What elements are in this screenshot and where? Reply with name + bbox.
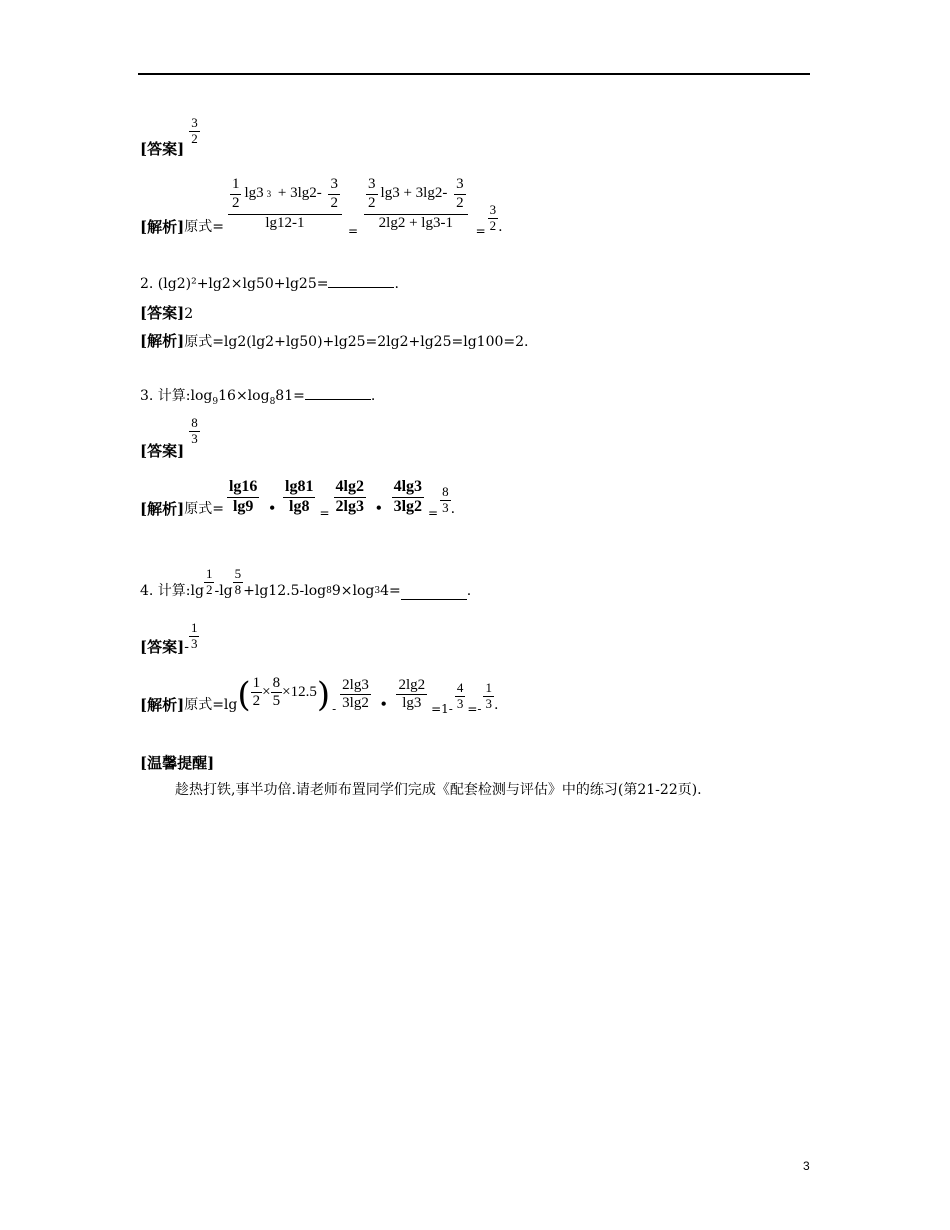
q4-q-fraction-2: 5 8 [234, 566, 242, 598]
answer-blank [401, 587, 467, 600]
q4-answer-fraction: 1 3 [190, 620, 198, 652]
q3-analysis-line: [解析] 原式= $\frac{\lg 16}{\lg 9}$ • $\frac{\lg 81}{\lg 8}$ = $\frac{4\lg 2}{2\lg 3}$ • $\frac{4\lg 3}{3\lg 2}$ = $\frac{8}{3}$ . [140, 478, 456, 520]
q2-analysis: [解析]原式=lg2(lg2+lg50)+lg25=2lg2+lg25=lg100=2. [140, 332, 529, 350]
p1-fraction-1: 1 2 lg3 3 + 3lg2- 3 2 lg12-1 [228, 176, 342, 232]
q4-fraction-4: $\frac{2\lg 2}{\lg 3}$ [398, 676, 426, 711]
p1-answer-line [140, 116, 200, 158]
header-rule [138, 73, 810, 75]
q4-fraction-3: 2lg3 3lg2 [342, 676, 369, 711]
q3-fraction-1: $\frac{\lg 16}{\lg 9}$ [228, 478, 258, 515]
q4-q-fraction-1: 1 2 [205, 566, 213, 598]
answer-blank [305, 387, 371, 400]
analysis-label: [解析] [140, 218, 185, 236]
p1-prefix: 原式= [184, 219, 224, 235]
q4-fraction-5: $\frac{4}{3}$ [456, 680, 464, 712]
q4-fraction-6: 1 3 [485, 680, 492, 712]
q2-question: 2. (lg2)²+lg2×lg50+lg25= . [140, 276, 399, 292]
q3-fraction-2: $\frac{\lg 81}{\lg 8}$ [285, 478, 314, 515]
p1-analysis-line: [解析] 原式= 1 2 lg3 3 + 3lg2- 3 2 lg12-1 = 3 2 lg3 + 3lg2- 3 2 2lg2 + lg3-1 = $\frac{3}{2}$ . [140, 176, 503, 238]
q3-result: $\frac{8}{3}$ [442, 484, 449, 516]
q4-answer-line: [答案] - 1 3 [140, 620, 198, 656]
q3-question: 3. 计算$:\log_916\times\log_881=$ . [140, 388, 376, 407]
tip-text: 趁热打铁,事半功倍.请老师布置同学们完成《配套检测与评估》中的练习(第21-22页). [175, 782, 702, 798]
q3-answer-fraction: $\frac{8}{3}$ [191, 415, 198, 446]
q3-fraction-3: $\frac{4\lg 2}{2\lg 3}$ [335, 478, 364, 515]
q4-inner-fraction-1: $\frac{1}{2}$ [252, 674, 261, 709]
page-number: 3 [803, 1159, 810, 1173]
tip-heading: [温馨提醒] [140, 754, 215, 772]
p1-fraction-2: 3 2 lg3 + 3lg2- 3 2 2lg2 + lg3-1 [364, 176, 468, 232]
p1-answer-fraction: $\frac{3}{2}$ [191, 115, 198, 146]
answer-blank [328, 275, 394, 288]
q3-fraction-4: $\frac{4\lg 3}{3\lg 2}$ [393, 478, 423, 515]
q4-analysis-line: [解析] 原式=lg ( $\frac{1}{2}$ × $\frac{8}{5}$ ×12.5 ) - 2lg3 3lg2 • $\frac{2\lg 2}{\lg 3}$ =1- $\frac{4}{3}$ =- 1 3 . [140, 674, 499, 716]
q4-question: 4. 计算:lg 1 2 -lg 5 8 +lg12.5-log 8 9×log 3 4= . [140, 566, 472, 599]
q4-inner-fraction-2: $\frac{8}{5}$ [272, 674, 281, 709]
left-paren: ( [237, 675, 251, 715]
p1-result: $\frac{3}{2}$ [489, 202, 497, 234]
q3-answer-line: [答案] $\frac{8}{3}$ [140, 415, 198, 460]
q2-answer: [答案]2 [140, 304, 194, 322]
answer-label: [答案] [140, 140, 185, 158]
right-paren: ) [316, 675, 331, 715]
